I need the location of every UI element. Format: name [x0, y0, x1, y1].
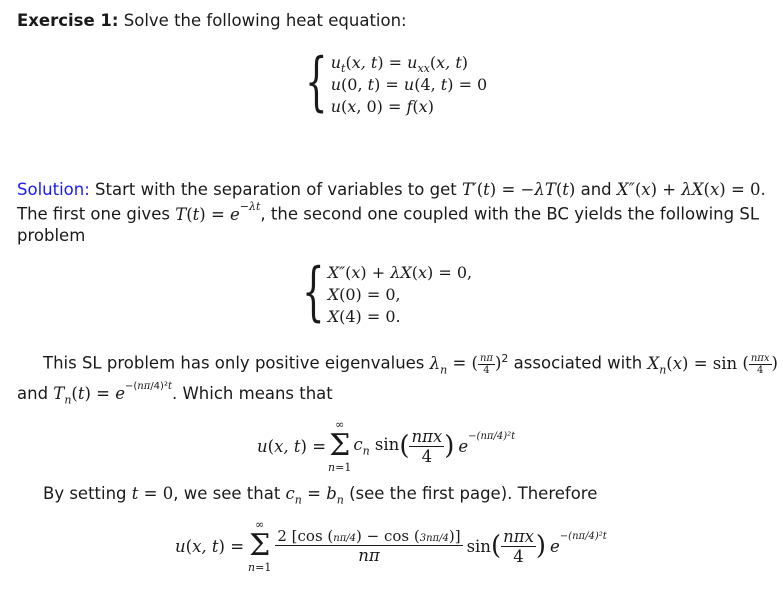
system-line-2: u(0, t) = u(4, t) = 0 — [330, 75, 488, 94]
sl-system — [293, 255, 473, 329]
left-brace: { — [305, 45, 328, 119]
sl-line-2: X(0) = 0, — [327, 285, 401, 304]
eigen-line-2: and $T_n(t) = e^{-(n\pi/4)^2t}$. Which means that — [17, 380, 333, 407]
solution-line-1: Solution: Start with the separation of variables to get T′(t) = −λT(t) and X″(x) + λX(x) = 0. — [17, 180, 766, 199]
sl-line-1: X″(x) + λX(x) = 0, — [327, 263, 473, 282]
system-line-3: u(x, 0) = f(x) — [330, 97, 434, 116]
series-general: u(x, t) = ∞ Σ n=1 $c_n$ sin ( $\frac{\text{nπx}}{4}$ ) e $^{-(n\pi/4)^2t}$ — [257, 418, 516, 474]
series-final: u(x, t) = ∞ Σ n=1 $\frac{2 [\cos (n\pi/4) - \cos (3n\pi/4)]}{n\pi}$ sin ( $\frac{\text{nπx}}{4}$ ) e $^{-(n\pi/4)^2t}$ — [175, 518, 607, 574]
system-line-1: $u_t(x$, $t) = u_{xx}(x$, t) — [330, 53, 469, 76]
exercise-heading — [17, 11, 407, 30]
heat-equation-system — [296, 45, 488, 119]
left-brace: { — [302, 255, 325, 329]
setting-line: By setting t = 0, we see that $c_n = b_n$ (see the first page). Therefore — [43, 484, 598, 507]
eigen-line-1: This SL problem has only positive eigenvalues $\lambda_n$ = ( $\frac{n\pi}{4}$ )$^2$ associated with $X_n(x) = \sin$ ( $\frac{\text{nπx}}{4}$ ) — [43, 352, 778, 376]
sl-line-3: X(4) = 0. — [327, 307, 401, 326]
solution-label: Solution: — [17, 180, 90, 199]
sum-symbol: ∞ Σ n=1 — [328, 418, 352, 474]
sum-symbol: ∞ Σ n=1 — [248, 518, 272, 574]
solution-line-3: problem — [17, 226, 86, 245]
exercise-prompt: Solve the following heat equation: — [123, 11, 407, 30]
exercise-label: Exercise 1: — [17, 11, 119, 30]
solution-line-2: The first one gives $T(t) = e^{-\lambda t}$, the second one coupled with the BC yields the following SL — [17, 200, 760, 224]
